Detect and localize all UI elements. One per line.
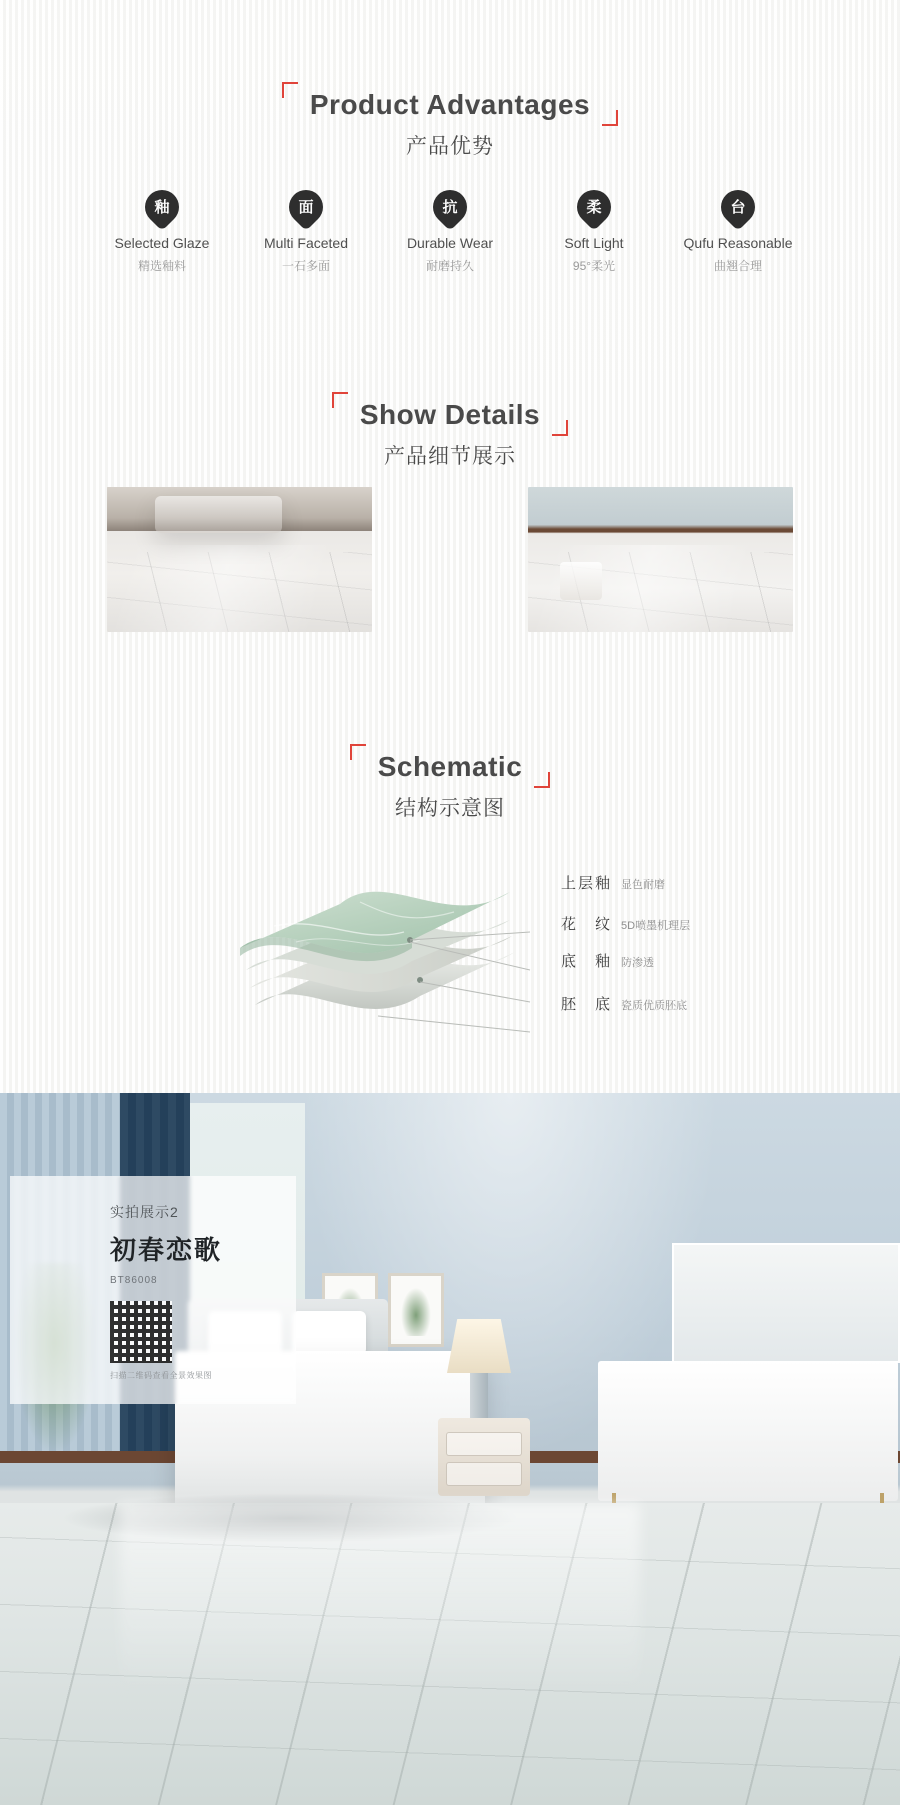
layer-name: 胚 底 bbox=[561, 996, 613, 1013]
corner-bracket-top-left-icon bbox=[350, 744, 366, 760]
detail-photos bbox=[107, 487, 793, 632]
dresser-cabinet bbox=[598, 1361, 898, 1501]
layer-label-base-glaze bbox=[561, 950, 654, 971]
advantage-badge-char: 面 bbox=[298, 198, 314, 216]
nightstand-drawer-top bbox=[446, 1432, 522, 1456]
tile-layers-diagram bbox=[60, 820, 620, 1070]
advantage-badge-char: 抗 bbox=[442, 198, 458, 216]
qufu-badge-icon bbox=[714, 183, 762, 231]
advantage-label-en: Multi Faceted bbox=[263, 235, 349, 251]
advantage-label-cn: 曲翘合理 bbox=[713, 259, 762, 273]
faceted-badge-icon bbox=[282, 183, 330, 231]
advantage-badge-char: 柔 bbox=[586, 198, 602, 216]
bedroom-scene-photo bbox=[0, 1093, 900, 1805]
advantage-item-soft-light bbox=[522, 190, 666, 274]
product-info-card bbox=[10, 1176, 296, 1404]
advantages-heading-en-wrap bbox=[282, 88, 618, 122]
soft-light-badge-icon bbox=[570, 183, 618, 231]
advantage-label-cn: 精选釉料 bbox=[137, 259, 186, 273]
corner-bracket-top-left-icon bbox=[282, 82, 298, 98]
qr-code-note: 扫描二维码查看全景效果图 bbox=[110, 1371, 212, 1380]
detail-photo-hallway bbox=[528, 487, 793, 632]
details-title-cn: 产品细节展示 bbox=[384, 445, 516, 468]
table-lamp-base bbox=[470, 1373, 488, 1419]
floor-reflection bbox=[120, 1503, 640, 1693]
pillow-right bbox=[292, 1311, 366, 1355]
glaze-badge-icon bbox=[138, 183, 186, 231]
floor-tile-lines bbox=[107, 552, 372, 632]
layer-desc: 显色耐磨 bbox=[621, 879, 666, 891]
card-product-code: BT86008 bbox=[110, 1275, 158, 1286]
schematic-heading bbox=[0, 750, 900, 822]
advantage-badge-char: 台 bbox=[730, 198, 746, 216]
corner-bracket-bottom-right-icon bbox=[602, 110, 618, 126]
nightstand bbox=[438, 1418, 530, 1496]
layer-desc: 5D喷墨机理层 bbox=[621, 920, 691, 932]
layer-name: 上层釉 bbox=[561, 875, 613, 892]
leaf-print bbox=[399, 1284, 433, 1336]
corner-bracket-top-left-icon bbox=[332, 392, 348, 408]
layer-desc: 瓷质优质胚底 bbox=[621, 1000, 688, 1012]
table-lamp-shade bbox=[447, 1319, 511, 1373]
advantage-label-en: Selected Glaze bbox=[114, 235, 210, 251]
advantage-item-durable-wear bbox=[378, 190, 522, 274]
card-title: 初春恋歌 bbox=[110, 1235, 223, 1265]
schematic-heading-en-wrap bbox=[350, 750, 551, 784]
advantages-heading bbox=[0, 88, 900, 160]
advantage-item-selected-glaze bbox=[90, 190, 234, 274]
layer-name: 底 釉 bbox=[561, 953, 613, 970]
advantages-list bbox=[90, 190, 810, 274]
advantages-title-cn: 产品优势 bbox=[406, 135, 494, 158]
advantage-label-en: Durable Wear bbox=[406, 235, 494, 251]
layer-label-top-glaze bbox=[561, 872, 665, 893]
details-heading bbox=[0, 398, 900, 470]
wall-art-frame-right bbox=[388, 1273, 444, 1347]
corner-bracket-bottom-right-icon bbox=[534, 772, 550, 788]
advantage-item-qufu-reasonable bbox=[666, 190, 810, 274]
wall-mirror bbox=[672, 1243, 900, 1363]
detail-photo-living-room bbox=[107, 487, 372, 632]
card-subtitle: 实拍展示2 bbox=[110, 1204, 179, 1220]
advantage-label-en: Soft Light bbox=[564, 235, 624, 251]
details-heading-en-wrap bbox=[332, 398, 568, 432]
advantage-label-cn: 一石多面 bbox=[281, 259, 330, 273]
card-text-block bbox=[110, 1202, 222, 1286]
corner-bracket-bottom-right-icon bbox=[552, 420, 568, 436]
qr-code-icon[interactable] bbox=[110, 1301, 172, 1363]
details-title-en: Show Details bbox=[359, 399, 541, 430]
advantage-label-cn: 耐磨持久 bbox=[425, 259, 474, 273]
layer-name: 花 纹 bbox=[561, 916, 613, 933]
advantage-badge-char: 釉 bbox=[154, 198, 170, 216]
advantages-title-en: Product Advantages bbox=[309, 89, 591, 120]
layer-label-pattern bbox=[561, 913, 690, 934]
schematic-title-en: Schematic bbox=[377, 751, 523, 782]
nightstand-drawer-bottom bbox=[446, 1462, 522, 1486]
advantage-label-cn: 95°柔光 bbox=[572, 259, 616, 273]
advantage-item-multi-faceted bbox=[234, 190, 378, 274]
layer-label-body bbox=[561, 993, 687, 1014]
advantage-label-en: Qufu Reasonable bbox=[683, 235, 793, 251]
schematic-title-cn: 结构示意图 bbox=[395, 797, 505, 820]
floor-tile-lines bbox=[528, 552, 793, 632]
layer-desc: 防渗透 bbox=[621, 957, 655, 969]
durable-badge-icon bbox=[426, 183, 474, 231]
